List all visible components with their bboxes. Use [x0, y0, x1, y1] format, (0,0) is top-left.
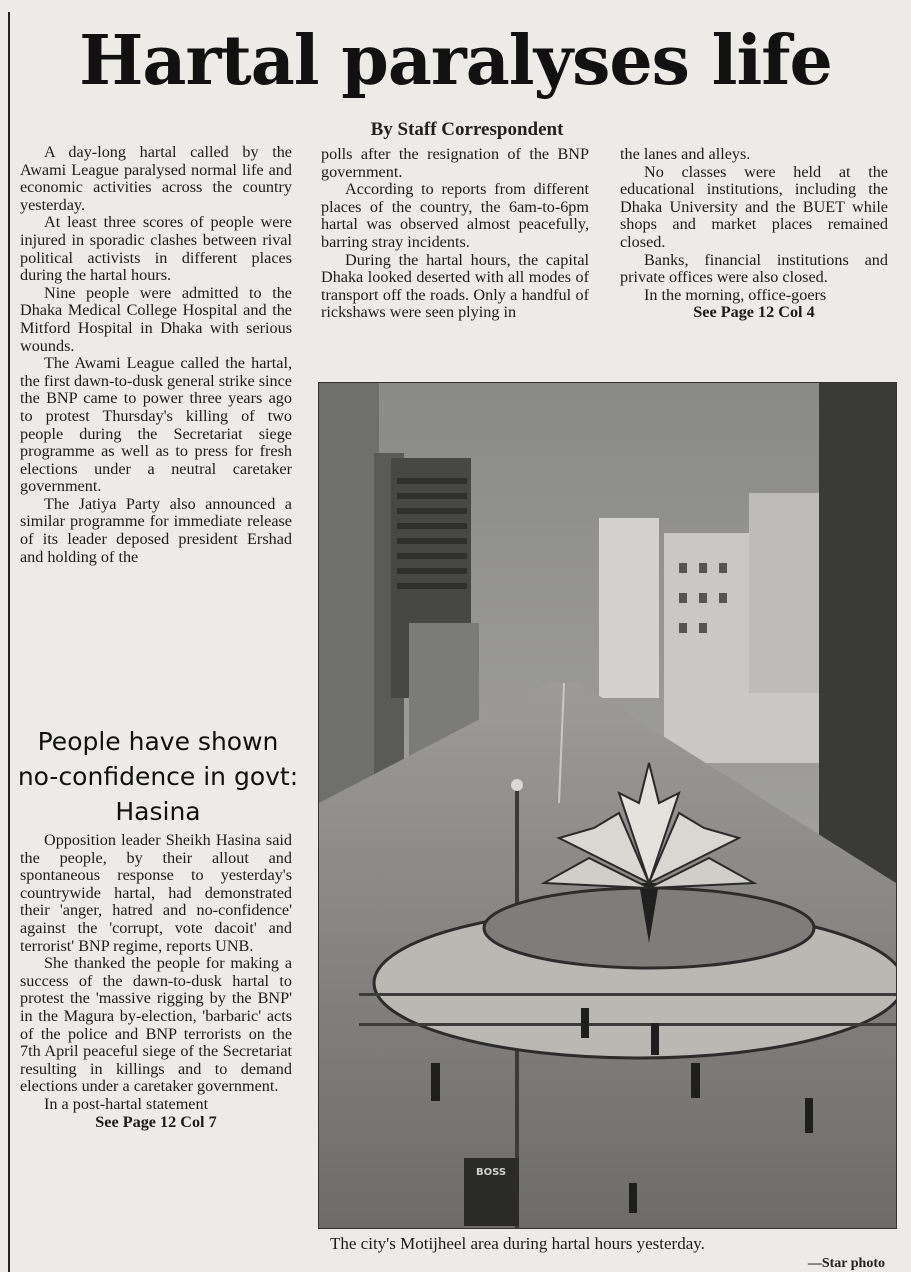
paragraph: polls after the resignation of the BNP government.	[321, 145, 589, 181]
paragraph: The Awami League called the hartal, the first dawn-to-dusk general strike since the BNP came to power three years ago to protest Thursday's killing of two people during the Secretariat siege programme as well as to press for fresh elections under a neutral caretaker government.	[20, 354, 292, 496]
continuation-note: See Page 12 Col 7	[95, 1112, 217, 1131]
paragraph: Nine people were admitted to the Dhaka Medical College Hospital and the Mitford Hospital in Dhaka with serious wounds.	[20, 283, 292, 355]
paragraph: According to reports from different places of the country, the 6am-to-6pm hartal was observed almost peacefully, barring stray incidents.	[321, 180, 589, 251]
article-column-3	[620, 146, 888, 322]
paragraph: At least three scores of people were injured in sporadic clashes between rival political activists in different places during the hartal hours.	[20, 213, 292, 285]
paragraph: Opposition leader Sheikh Hasina said the people, by their allout and spontaneous response to yesterday's countrywide hartal, had demonstrated their 'anger, hatred and no-confidence' against the 'corrupt, vote dacoit' and terrorist' BNP regime, reports UNB.	[20, 831, 292, 955]
article-column-1	[20, 144, 292, 566]
continuation-note: See Page 12 Col 4	[693, 303, 815, 322]
article-column-2	[321, 146, 589, 322]
photo-caption: The city's Motijheel area during hartal hours yesterday.	[330, 1234, 705, 1253]
column-rule	[8, 12, 10, 1272]
sidebar-column	[20, 832, 292, 1131]
photo-credit: —Star photo	[807, 1256, 885, 1271]
paragraph: The Jatiya Party also announced a similar programme for immediate release of its leader deposed president Ershad and holding of the	[20, 494, 292, 566]
paragraph: During the hartal hours, the capital Dhaka looked deserted with all modes of transport off the roads. Only a handful of rickshaws were seen plying in	[321, 250, 589, 322]
signboard-text: BOSS	[475, 1167, 507, 1178]
paragraph: No classes were held at the educational institutions, including the Dhaka University and the BUET while shops and market places remained closed.	[620, 162, 888, 251]
news-photo	[318, 382, 897, 1229]
paragraph: In a post-hartal statement	[44, 1094, 209, 1113]
sidebar-headline: People have shown no-confidence in govt: Hasina	[17, 727, 299, 826]
byline: By Staff Correspondent	[370, 119, 564, 140]
paragraph: the lanes and alleys.	[620, 145, 751, 163]
paragraph: Banks, financial institutions and private offices were also closed.	[620, 250, 888, 287]
headline: Hartal paralyses life	[79, 21, 832, 101]
paragraph: A day-long hartal called by the Awami League paralysed normal life and economic activities across the country yesterday.	[20, 143, 292, 214]
motijheel-street-photo	[319, 383, 896, 1228]
paragraph: In the morning, office-goers	[644, 285, 827, 304]
paragraph: She thanked the people for making a success of the dawn-to-dusk hartal to protest the 'massive rigging by the BNP' in the Magura by-election, 'barbaric' acts of the police and BNP terrorists on the 7th April peaceful siege of the Secretariat resulting in killings and to demand elections under a caretaker government.	[20, 954, 292, 1096]
